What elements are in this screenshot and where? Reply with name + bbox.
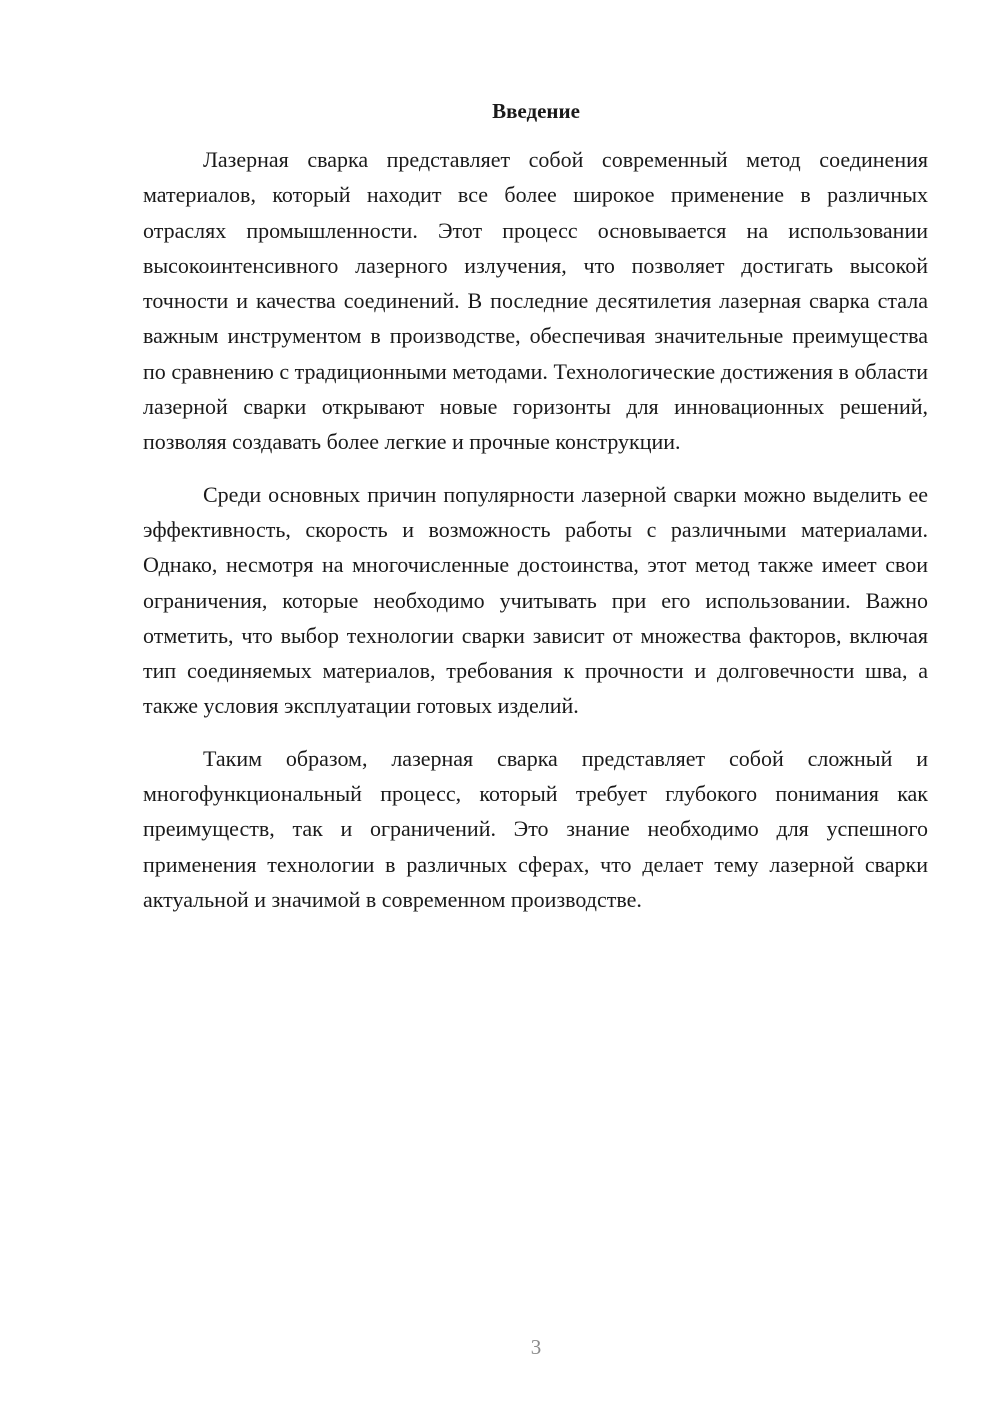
paragraph-2: Среди основных причин популярности лазерной сварки можно выделить ее эффективность, скорость и возможность работы с различными материалами. Однако, несмотря на многочисленные достоинства, этот метод также имеет свои ограничения, которые необходимо учитывать при его использовании. Важно отметить, что выбор технологии сварки зависит от множества факторов, включая тип соединяемых материалов, требования к прочности и долговечности шва, а также условия эксплуатации готовых изделий. <box>143 481 928 719</box>
paragraph-3: Таким образом, лазерная сварка представляет собой сложный и многофункциональный процесс, который требует глубокого понимания как преимуществ, так и ограничений. Это знание необходимо для успешного применения технологии в различных сферах, что делает тему лазерной сварки актуальной и значимой в современном производстве. <box>143 745 928 912</box>
page-number: 3 <box>530 1335 542 1359</box>
section-heading: Введение <box>492 99 580 123</box>
document-body <box>143 142 928 934</box>
paragraph-1: Лазерная сварка представляет собой современный метод соединения материалов, который находит все более широкое применение в различных отраслях промышленности. Этот процесс основывается на использовании высокоинтенсивного лазерного излучения, что позволяет достигать высокой точности и качества соединений. В последние десятилетия лазерная сварка стала важным инструментом в производстве, обеспечивая значительные преимущества по сравнению с традиционными методами. Технологические достижения в области лазерной сварки открывают новые горизонты для инновационных решений, позволяя создавать более легкие и прочные конструкции. <box>143 147 928 455</box>
